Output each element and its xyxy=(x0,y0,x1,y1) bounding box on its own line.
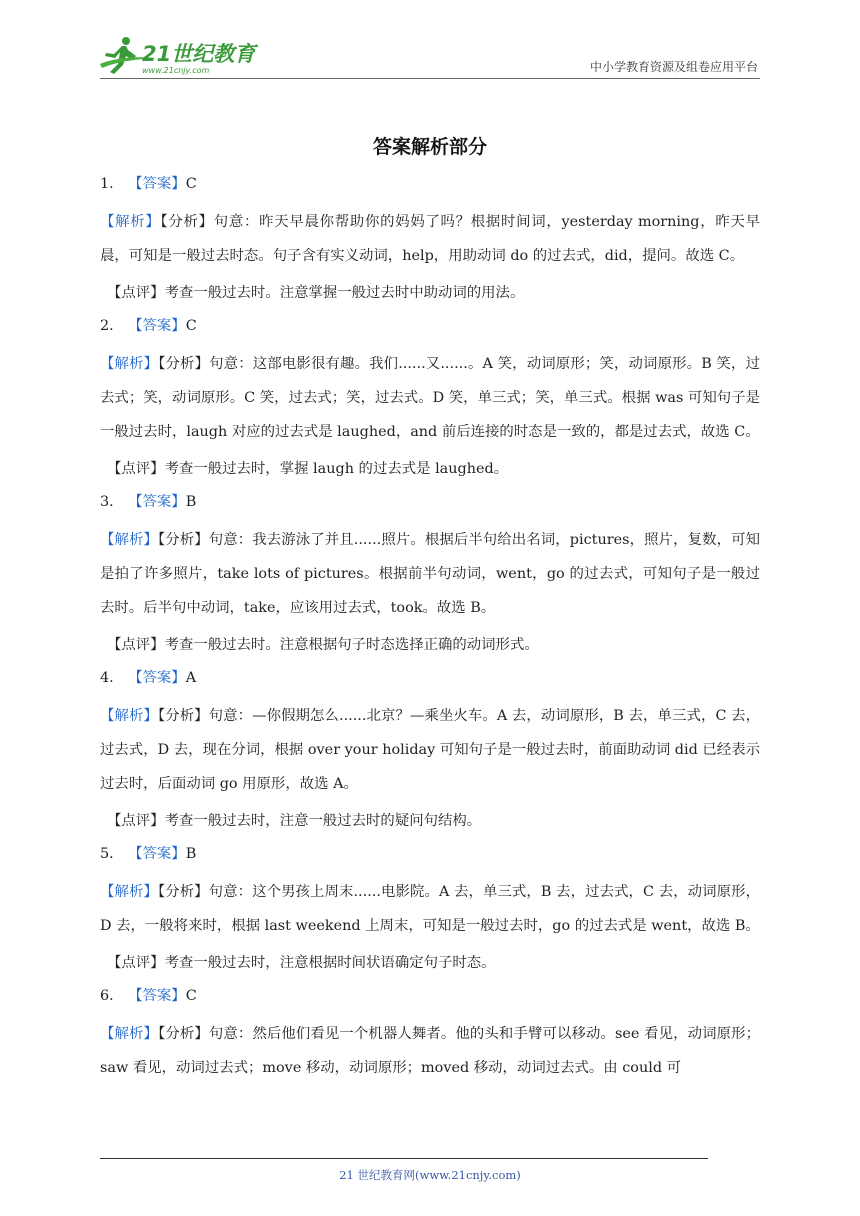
question-number: 6． xyxy=(100,988,124,1004)
analysis-tag: 【解析】 xyxy=(100,708,158,724)
question-number: 1． xyxy=(100,176,124,192)
analysis-text: 【分析】句意：然后他们看见一个机器人舞者。他的头和手臂可以移动。see 看见，动词原形；saw 看见，动词过去式；move 移动，动词原形；moved 移动，动词过去式。由 could 可 xyxy=(100,1026,760,1076)
comment-line: 【点评】考查一般过去时，注意一般过去时的疑问句结构。 xyxy=(107,813,482,829)
analysis-text: 【分析】句意：—你假期怎么......北京？—乘坐火车。A 去，动词原形，B 去，单三式，C 去，过去式，D 去，现在分词，根据 over your holiday 可知句子是一般过去时，前面助动词 did 已经表示过去时，后面动词 go 用原形，故选 A。 xyxy=(100,708,760,792)
analysis-text: 【分析】句意：昨天早晨你帮助你的妈妈了吗？根据时间词，yesterday morning，昨天早晨，可知是一般过去时态。句子含有实义动词，help，用助动词 do 的过去式，did，提问。故选 C。 xyxy=(100,214,760,264)
analysis-paragraph xyxy=(100,523,760,625)
analysis-tag: 【解析】 xyxy=(100,884,158,900)
comment-line: 【点评】考查一般过去时。注意掌握一般过去时中助动词的用法。 xyxy=(107,285,525,301)
answer-tag: 【答案】 xyxy=(128,494,186,510)
logo-text: 21世纪教育 xyxy=(142,42,256,66)
answer-line xyxy=(100,314,760,339)
analysis-paragraph xyxy=(100,205,760,273)
answer-line xyxy=(100,842,760,867)
page-title: 答案解析部分 xyxy=(372,136,487,158)
question-number: 3． xyxy=(100,494,124,510)
analysis-paragraph xyxy=(100,1017,760,1085)
comment-line: 【点评】考查一般过去时。注意根据句子时态选择正确的动词形式。 xyxy=(107,637,539,653)
answer-tag: 【答案】 xyxy=(128,988,186,1004)
answer-item xyxy=(100,666,760,834)
analysis-paragraph xyxy=(100,875,760,943)
analysis-tag: 【解析】 xyxy=(100,356,159,372)
answer-tag: 【答案】 xyxy=(128,670,186,686)
analysis-text: 【分析】句意：我去游泳了并且......照片。根据后半句给出名词，pictures，照片，复数，可知是拍了许多照片，take lots of pictures。根据前半句动词，went，go 的过去式，可知句子是一般过去时。后半句中动词，take，应该用过去式，took。故选 B。 xyxy=(100,532,760,616)
question-number: 4． xyxy=(100,670,124,686)
question-number: 5． xyxy=(100,846,124,862)
answer-tag: 【答案】 xyxy=(128,176,186,192)
answer-tag: 【答案】 xyxy=(128,846,186,862)
answer-list xyxy=(100,172,760,1085)
answer-item xyxy=(100,842,760,976)
logo-url: www.21cnjy.com xyxy=(142,66,210,75)
analysis-text: 【分析】句意：这个男孩上周末......电影院。A 去，单三式，B 去，过去式，C 去，动词原形，D 去，一般将来时，根据 last weekend 上周末，可知是一般过去时，go 的过去式是 went，故选 B。 xyxy=(100,884,760,934)
analysis-tag: 【解析】 xyxy=(100,1026,159,1042)
analysis-text: 【分析】句意：这部电影很有趣。我们......又......。A 笑，动词原形；笑，动词原形。B 笑，过去式；笑，动词原形。C 笑，过去式；笑，过去式。D 笑，单三式；笑，单三式。根据 was 可知句子是一般过去时，laugh 对应的过去式是 laughed，and 前后连接的时态是一致的，都是过去式，故选 C。 xyxy=(100,356,760,440)
analysis-tag: 【解析】 xyxy=(100,214,161,230)
analysis-paragraph xyxy=(100,699,760,801)
answer-line xyxy=(100,984,760,1009)
page-header xyxy=(100,30,760,79)
comment-line: 【点评】考查一般过去时，掌握 laugh 的过去式是 laughed。 xyxy=(107,461,509,477)
answer-value: C xyxy=(185,318,197,334)
answer-item xyxy=(100,984,760,1085)
answer-item xyxy=(100,172,760,306)
answer-line xyxy=(100,666,760,691)
logo-21cnjy xyxy=(96,34,266,76)
footer-text: 21 世纪教育网(www.21cnjy.com) xyxy=(339,1168,521,1182)
answer-line xyxy=(100,172,760,197)
analysis-tag: 【解析】 xyxy=(100,532,158,548)
answer-line xyxy=(100,490,760,515)
answer-tag: 【答案】 xyxy=(128,318,186,334)
answer-item xyxy=(100,314,760,482)
answer-item xyxy=(100,490,760,658)
comment-line: 【点评】考查一般过去时，注意根据时间状语确定句子时态。 xyxy=(107,955,496,971)
answer-value: C xyxy=(185,988,197,1004)
answer-value: A xyxy=(185,670,197,686)
answer-value: B xyxy=(185,846,197,862)
footer-divider xyxy=(100,1158,708,1159)
analysis-paragraph xyxy=(100,347,760,449)
platform-name: 中小学教育资源及组卷应用平台 xyxy=(589,60,758,74)
question-number: 2． xyxy=(100,318,124,334)
answer-value: C xyxy=(185,176,197,192)
answer-value: B xyxy=(185,494,197,510)
